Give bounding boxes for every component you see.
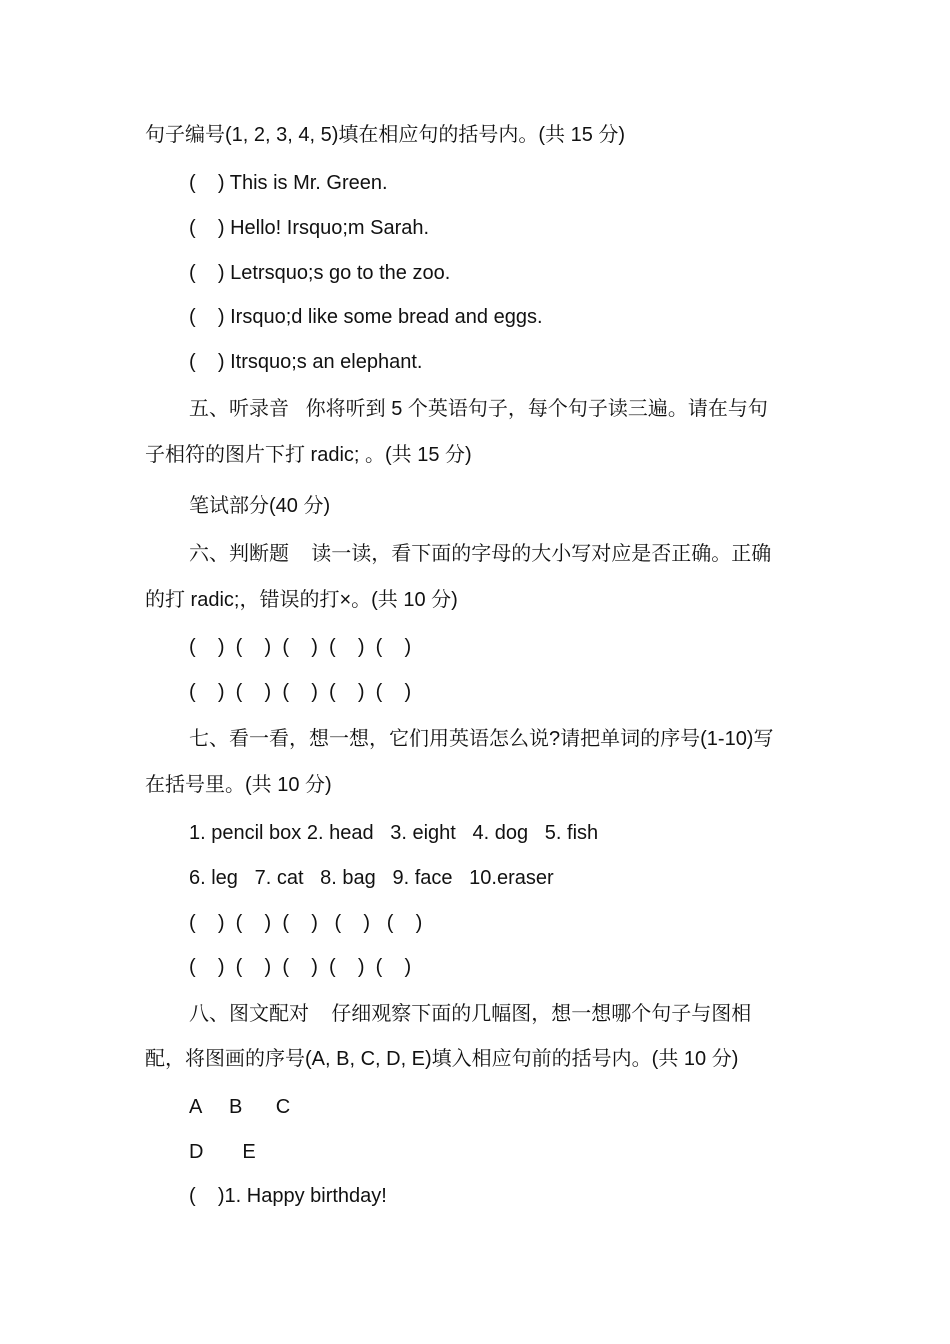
section-6-heading: 六、判断题 读一读，看下面的字母的大小写对应是否正确。正确 xyxy=(189,543,772,565)
answer-line-4: ( ) Irsquo;d like some bread and eggs. xyxy=(189,306,543,328)
section-6-heading-continued: 的打 radic;，错误的打×。(共 10 分) xyxy=(145,589,458,611)
section-8-heading-continued: 配，将图画的序号(A, B, C, D, E)填入相应句前的括号内。(共 10 分) xyxy=(145,1048,739,1070)
answer-line-2: ( ) Hello! Irsquo;m Sarah. xyxy=(189,217,430,239)
section-8-heading: 八、图文配对 仔细观察下面的几幅图，想一想哪个句子与图相 xyxy=(189,1003,752,1025)
brackets-row-2: ( ) ( ) ( ) ( ) ( ) xyxy=(189,681,412,703)
written-part-heading: 笔试部分(40 分) xyxy=(189,495,331,517)
section-5-heading-continued: 子相符的图片下打 radic; 。(共 15 分) xyxy=(145,444,472,466)
picture-labels-row-2: D E xyxy=(189,1141,256,1163)
brackets-row-1: ( ) ( ) ( ) ( ) ( ) xyxy=(189,636,412,658)
picture-labels-row-1: A B C xyxy=(189,1096,291,1118)
section-5-heading: 五、听录音 你将听到 5 个英语句子，每个句子读三遍。请在与句 xyxy=(189,398,768,420)
brackets-row-4: ( ) ( ) ( ) ( ) ( ) xyxy=(189,956,412,978)
word-list-row-2: 6. leg 7. cat 8. bag 9. face 10.eraser xyxy=(189,867,554,889)
answer-line-5: ( ) Itrsquo;s an elephant. xyxy=(189,351,423,373)
brackets-row-3: ( ) ( ) ( ) ( ) ( ) xyxy=(189,912,423,934)
word-list-row-1: 1. pencil box 2. head 3. eight 4. dog 5. fish xyxy=(189,822,599,844)
answer-line-1: ( ) This is Mr. Green. xyxy=(189,172,388,194)
instruction-line-continued: 句子编号(1, 2, 3, 4, 5)填在相应句的括号内。(共 15 分) xyxy=(145,124,626,146)
section-7-heading: 七、看一看，想一想，它们用英语怎么说?请把单词的序号(1-10)写 xyxy=(189,728,774,750)
match-sentence-1: ( )1. Happy birthday! xyxy=(189,1185,387,1207)
section-7-heading-continued: 在括号里。(共 10 分) xyxy=(145,774,332,796)
answer-line-3: ( ) Letrsquo;s go to the zoo. xyxy=(189,262,451,284)
